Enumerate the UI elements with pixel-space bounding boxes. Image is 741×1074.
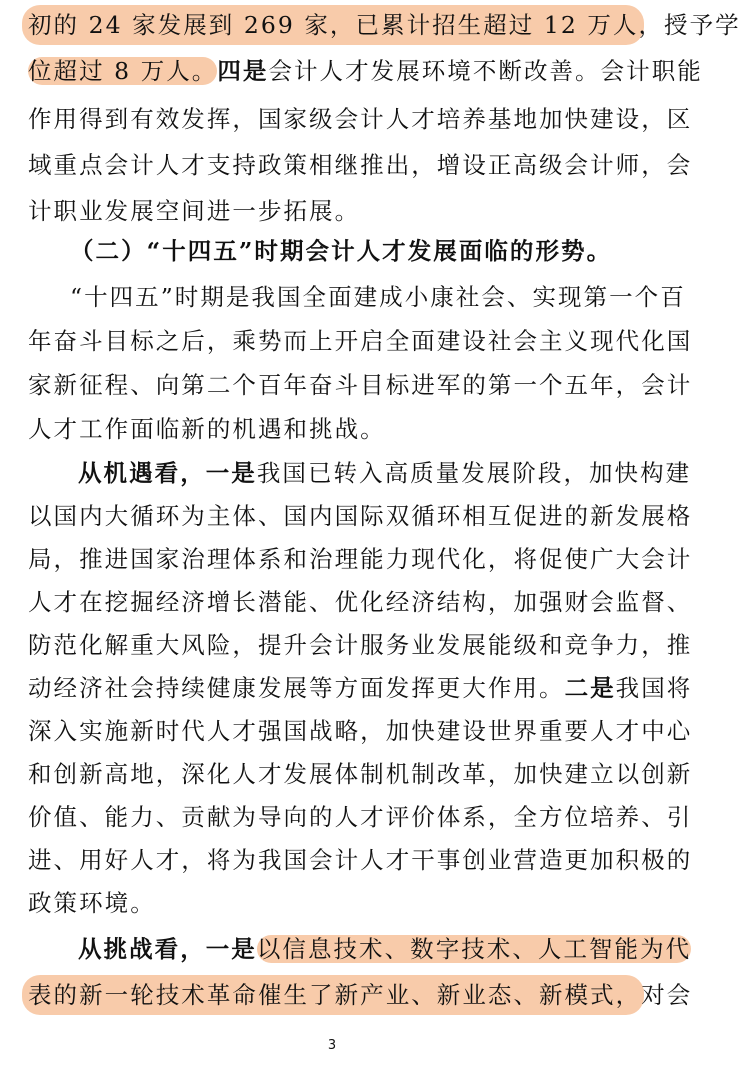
paragraph-1-line-2-highlight: 位超过 8 万人。 <box>28 57 218 85</box>
paragraph-1-line-2 <box>28 48 703 94</box>
paragraph-3-line-1 <box>78 450 692 496</box>
paragraph-1-line-2-rest: 会计人才发展环境不断改善。会计职能 <box>268 57 703 85</box>
paragraph-4-line-1-bold: 从挑战看，一是 <box>78 935 257 963</box>
paragraph-2-line-4: 人才工作面临新的机遇和挑战。 <box>28 415 386 443</box>
paragraph-3-line-6-rest: 我国将 <box>615 674 693 702</box>
paragraph-2-line-1: “十四五”时期是我国全面建成小康社会、实现第一个百 <box>70 283 686 311</box>
paragraph-3-line-1-rest: 我国已转入高质量发展阶段，加快构建 <box>256 459 692 487</box>
paragraph-1-line-3: 作用得到有效发挥，国家级会计人才培养基地加快建设，区 <box>28 105 693 133</box>
paragraph-3-line-11: 政策环境。 <box>28 889 156 917</box>
section-heading: （二）“十四五”时期会计人才发展面临的形势。 <box>70 237 613 265</box>
paragraph-3-line-8: 和创新高地，深化人才发展体制机制改革，加快建立以创新 <box>28 760 693 788</box>
paragraph-3-line-2: 以国内大循环为主体、国内国际双循环相互促进的新发展格 <box>28 502 693 530</box>
paragraph-1-line-1: 初的 24 家发展到 269 家，已累计招生超过 12 万人，授予学 <box>28 11 741 39</box>
paragraph-1-line-4: 域重点会计人才支持政策相继推出，增设正高级会计师，会 <box>28 151 693 179</box>
paragraph-3-line-4: 人才在挖掘经济增长潜能、优化经济结构，加强财会监督、 <box>28 588 693 616</box>
page-number: 3 <box>327 1038 337 1053</box>
paragraph-4-line-1-highlight: 以信息技术、数字技术、人工智能为代 <box>256 935 692 963</box>
paragraph-2-line-2: 年奋斗目标之后，乘势而上开启全面建设社会主义现代化国 <box>28 327 693 355</box>
paragraph-3-line-9: 价值、能力、贡献为导向的人才评价体系，全方位培养、引 <box>28 803 693 831</box>
paragraph-3-line-7: 深入实施新时代人才强国战略，加快建设世界重要人才中心 <box>28 717 693 745</box>
paragraph-1-line-2-bold: 四是 <box>217 57 269 85</box>
paragraph-4-line-2: 表的新一轮技术革命催生了新产业、新业态、新模式，对会 <box>28 981 693 1009</box>
paragraph-3-line-1-bold: 从机遇看，一是 <box>78 459 257 487</box>
paragraph-1-line-5: 计职业发展空间进一步拓展。 <box>28 197 361 225</box>
paragraph-3-line-10: 进、用好人才，将为我国会计人才干事创业营造更加积极的 <box>28 846 693 874</box>
paragraph-3-line-3: 局，推进国家治理体系和治理能力现代化，将促使广大会计 <box>28 545 693 573</box>
paragraph-3-line-6 <box>28 665 693 711</box>
paragraph-4-line-1 <box>78 926 692 972</box>
paragraph-3-line-6-text: 动经济社会持续健康发展等方面发挥更大作用。 <box>28 674 565 702</box>
paragraph-2-line-3: 家新征程、向第二个百年奋斗目标进军的第一个五年，会计 <box>28 371 693 399</box>
paragraph-3-line-5: 防范化解重大风险，提升会计服务业发展能级和竞争力，推 <box>28 631 693 659</box>
paragraph-3-line-6-bold: 二是 <box>564 674 616 702</box>
